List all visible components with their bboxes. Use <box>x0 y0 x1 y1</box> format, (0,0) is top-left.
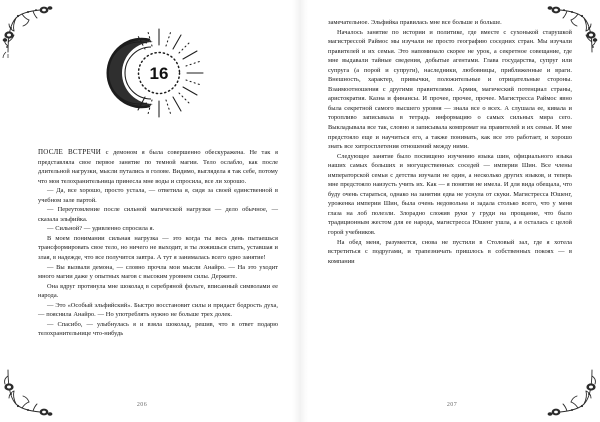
paragraph: — Спасибо, — улыбнулась я и взяла шоколад, решив, что в ответ подарю телохранительнице что-нибудь <box>38 320 278 338</box>
right-page <box>300 0 600 422</box>
page-number: 206 <box>136 402 148 408</box>
paragraph: В моем понимании сильная нагрузка — это когда ты весь день пытаешься трансформировать свое тело, но ничего не выходит, и ты ложишься спать, уставшая и злая, в надежде, что все получится завтра. А тут я занималась всего одно занятие! <box>38 234 278 262</box>
paragraph: — Вы вызвали демона, — словно прочла мои мысли Анайро. — На это уходит много магии даже у опытных магов с высоким уровнем силы. Держите. <box>38 263 278 281</box>
paragraph <box>38 148 278 186</box>
paragraph: На обед меня, разумеется, снова не пустили в Столовый зал, где я хотела встретиться с подругами, и трапезничать пришлось в собственных покоях — в компании <box>328 238 572 265</box>
right-page-body <box>328 18 572 266</box>
page-number: 207 <box>446 402 458 408</box>
sun-crescent-chapter-ornament <box>38 24 278 132</box>
chapter-number: 16 <box>149 64 169 83</box>
paragraph: — Переутомление после сильной магической нагрузки — дело обычное, — сказала эльфийка. <box>38 206 278 223</box>
paragraph: — Это «Особый эльфийский». Быстро восстановит силы и придаст бодрость духа, — пояснила Анайро. — Но употреблять нужно не больше трех долек. <box>38 301 278 319</box>
paragraph: — Да, все хорошо, просто устала, — ответила я, сидя за своей единственной в учебном зале партой. <box>38 187 278 204</box>
paragraph: Началось занятие по истории и политике, где вместе с сухонькой старушкой магистрессой Раймос мы изучали не просто географию соседних стран. Мы изучали правителей и их семьи. Это напоминало скорее не урок, а секретное совещание, где мне выдавали тайные сведения, добытые агентами. Глава государства, супруг или супруга (а порой и супруги), наследники, любовницы, приближенные и враги. Внешность, характер, привычки, положительные и отрицательные стороны. Взаимоотношения с другими правителями. Армия, магический потенциал страны, аристократия. Казна и финансы. И прочее, прочее, прочее. Магистресса Раймос явно была секретной самого высшего уровня — знала все о всех. А слушала ее, кивала и торопливо записывала в тетрадь информацию о самых сильных мира сего. Выкладывала все так, словно я записывала компромат на правителей и их семьи. И мне предстояло еще и научиться его, а также понимать, как все это работает, и хорошо знать все хитросплетения отношений между ними. <box>328 28 572 151</box>
left-page-body <box>38 148 278 339</box>
paragraph: — Сильной? — удивленно спросила я. <box>47 225 155 233</box>
paragraph-text: с демоном я была совершенно обескуражена. Не так я представляла свое первое занятие по темной магии. Тело ослабло, как после длительной нагрузки, мысли путались в голове. Видимо, выглядела я так себе, потому что моя телохранительница принесла мне воды и спросила, все ли хорошо. <box>38 149 278 185</box>
floral-vine-corner-ornament <box>2 364 58 420</box>
chapter-lead-in: ПОСЛЕ ВСТРЕЧИ <box>38 148 102 156</box>
paragraph: Следующее занятие было посвящено изучению языка шин, официального языка наших самых больших и могущественных соседей — империи Шин. Все члены императорской семьи с детства изучали не один, а несколько других языков, и теперь мне предстояло наизусть учить их. Как — я понятия не имела. И для вида обещала, что буду очень стараться, однако на занятии едва не уснула от скуки. Магистресса Юшенг, уроженка империи Шин, была очень недовольна и задала столько всего, что у меня глаза на лоб полезли. Злорадно сложив руки у груди на прощание, что было традиционным жестом для ее народа, магистресса Юшенг ушла, а я осталась с целой горой учебников. <box>328 152 572 237</box>
floral-vine-corner-ornament <box>542 364 598 420</box>
paragraph: замечательное. Эльфийка правилась мне все больше и больше. <box>328 19 502 26</box>
paragraph: Она вдруг протянула мне шоколад в серебряной фольге, вписанный символами ее народа. <box>38 282 278 300</box>
